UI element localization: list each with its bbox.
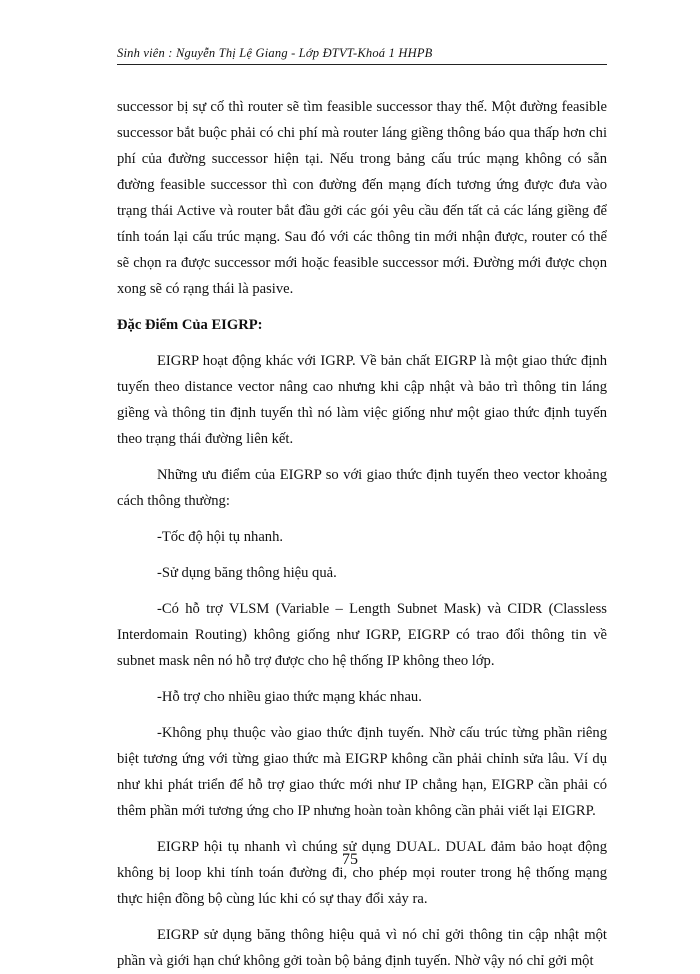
- paragraph-4: EIGRP sử dụng băng thông hiệu quả vì nó chỉ gởi thông tin cập nhật một phần và giới hạn chứ không gởi toàn bộ bảng định tuyến. Nhờ vậy nó chỉ gởi một: [117, 927, 607, 969]
- page-header: Sinh viên : Nguyễn Thị Lệ Giang - Lớp ĐTVT-Khoá 1 HHPB: [117, 46, 433, 60]
- intro-paragraph: successor bị sự cố thì router sẽ tìm feasible successor thay thế. Một đường feasible successor bắt buộc phải có chi phí mà router láng giềng thông báo qua thấp hơn chi phí của đường successor hiện tại. Nếu trong bảng cấu trúc mạng không có sẵn đường feasible successor thì con đường đến mạng đích tương ứng được đưa vào trạng thái Active và router bắt đầu gởi các gói yêu cầu đến tất cả các láng giềng để tính toán lại cấu trúc mạng. Sau đó với các thông tin mới nhận được, router có thể sẽ chọn ra được successor mới hoặc feasible successor mới. Đường mới được chọn xong sẽ có rạng thái là pasive.: [117, 99, 607, 297]
- bullet-5: -Không phụ thuộc vào giao thức định tuyến. Nhờ cấu trúc từng phần riêng biệt tương ứng với từng giao thức mà EIGRP không cần phải chỉnh sửa lâu. Ví dụ như khi phát triển để hỗ trợ giao thức mới như IP chẳng hạn, EIGRP cần phải có thêm phần mới tương ứng cho IP nhưng hoàn toàn không cần phải viết lại EIGRP.: [117, 725, 607, 819]
- bullet-4: -Hỗ trợ cho nhiều giao thức mạng khác nhau.: [157, 689, 422, 705]
- section-heading: Đặc Điểm Của EIGRP:: [117, 317, 263, 333]
- page-number: 75: [342, 851, 358, 868]
- paragraph-2: Những ưu điểm của EIGRP so với giao thức định tuyến theo vector khoảng cách thông thường:: [117, 467, 607, 509]
- bullet-3: -Có hỗ trợ VLSM (Variable – Length Subnet Mask) và CIDR (Classless Interdomain Routing) không giống như IGRP, EIGRP có trao đổi thông tin về subnet mask nên nó hỗ trợ được cho hệ thống IP không theo lớp.: [117, 601, 607, 669]
- bullet-2: -Sử dụng băng thông hiệu quả.: [157, 565, 337, 581]
- paragraph-1: EIGRP hoạt động khác với IGRP. Về bản chất EIGRP là một giao thức định tuyến theo distance vector nâng cao nhưng khi cập nhật và bảo trì thông tin láng giềng và thông tin định tuyến thì nó làm việc giống như một giao thức định tuyến theo trạng thái đường liên kết.: [117, 353, 607, 447]
- header-divider: [117, 64, 607, 65]
- document-body: [117, 94, 607, 974]
- paragraph-3: EIGRP hội tụ nhanh vì chúng sử dụng DUAL. DUAL đảm bảo hoạt động không bị loop khi tính toán đường đi, cho phép mọi router trong hệ thống mạng thực hiện đồng bộ cùng lúc khi có sự thay đổi xảy ra.: [117, 839, 607, 907]
- bullet-1: -Tốc độ hội tụ nhanh.: [157, 529, 284, 545]
